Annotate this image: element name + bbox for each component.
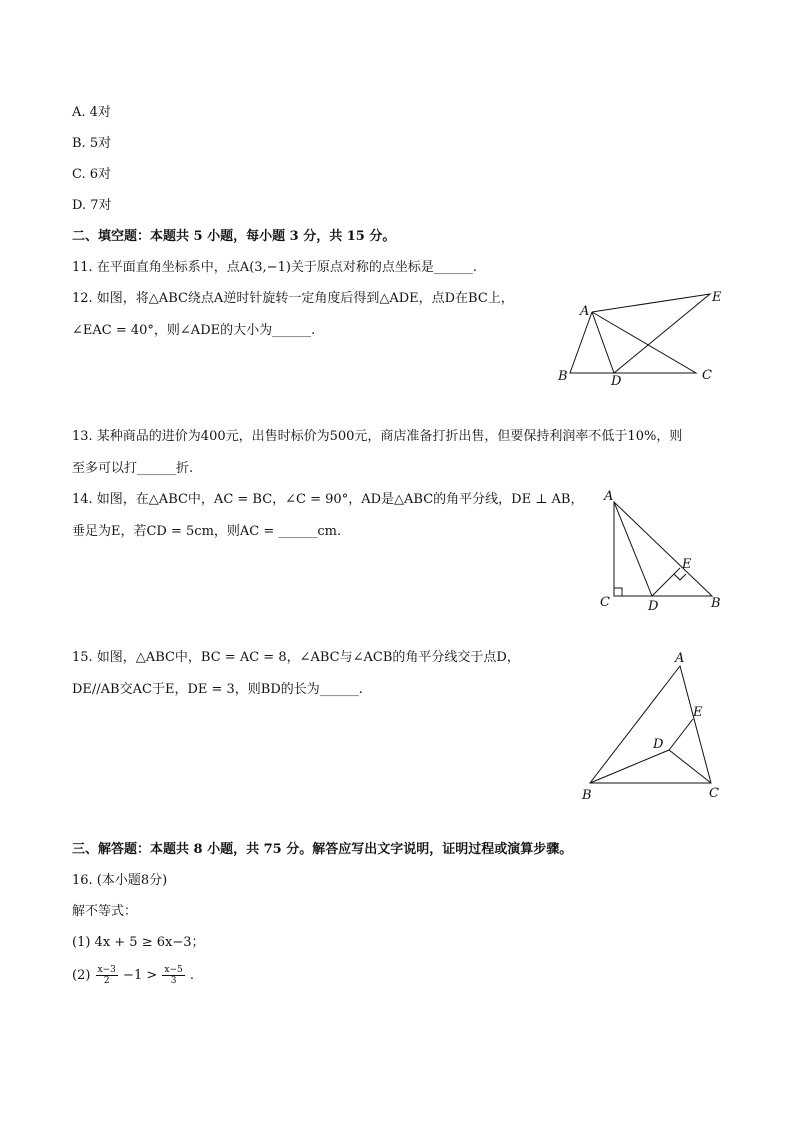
q16-part-2-end: . — [189, 968, 195, 983]
question-14-line-2: 垂足为E，若CD = 5cm，则AC = ______cm. — [72, 524, 342, 539]
question-13-line-1: 13. 某种商品的进价为400元，出售时标价为500元，商店准备打折出售，但要保持利润率不低于10%，则 — [72, 429, 683, 444]
question-15-line-1: 15. 如图，△ABC中，BC = AC = 8，∠ABC与∠ACB的角平分线交于点D， — [72, 650, 520, 665]
fig12-label-e: E — [712, 290, 722, 305]
question-16-part-2 — [72, 965, 194, 986]
fraction-2-numerator: x−5 — [164, 965, 183, 975]
fraction-1-numerator: x−3 — [97, 965, 116, 975]
section-2-heading: 二、填空题：本题共 5 小题，每小题 3 分，共 15 分。 — [72, 229, 396, 244]
fig12-label-c: C — [702, 368, 712, 383]
fig14-label-c: C — [600, 595, 610, 610]
section-3-heading: 三、解答题：本题共 8 小题，共 75 分。解答应写出文字说明，证明过程或演算步骤。 — [72, 842, 573, 857]
question-11: 11. 在平面直角坐标系中，点A(3,−1)关于原点对称的点坐标是______. — [72, 260, 478, 275]
fig12-label-b: B — [558, 369, 568, 384]
option-b: B. 5对 — [72, 136, 112, 151]
fig15-label-d: D — [653, 737, 664, 752]
figure-q15 — [572, 648, 730, 806]
fig12-label-a: A — [580, 304, 590, 319]
option-a: A. 4对 — [72, 105, 111, 120]
fig15-label-b: B — [582, 788, 592, 803]
fig14-label-d: D — [648, 599, 659, 613]
figure-q14 — [596, 488, 726, 613]
q16-part-2-middle: −1 > — [123, 968, 158, 983]
fraction-2 — [162, 965, 184, 986]
fig14-label-a: A — [604, 489, 614, 504]
fig15-label-c: C — [709, 786, 719, 801]
fig15-label-e: E — [693, 705, 703, 720]
question-14-line-1: 14. 如图，在△ABC中，AC = BC，∠C = 90°，AD是△ABC的角平分线，DE ⊥ AB， — [72, 492, 584, 507]
figure-q12 — [552, 286, 732, 386]
question-13-line-2: 至多可以打______折. — [72, 461, 194, 476]
fig15-label-a: A — [675, 651, 685, 666]
fig12-label-d: D — [611, 374, 622, 386]
question-12-line-1: 12. 如图，将△ABC绕点A逆时针旋转一定角度后得到△ADE，点D在BC上， — [72, 291, 514, 306]
fig14-label-b: B — [711, 596, 721, 611]
option-c: C. 6对 — [72, 167, 112, 182]
fraction-1-denominator: 2 — [103, 976, 110, 986]
fig14-label-e: E — [682, 557, 692, 572]
question-12-line-2: ∠EAC = 40°，则∠ADE的大小为______. — [72, 323, 316, 338]
question-15-line-2: DE//AB交AC于E，DE = 3，则BD的长为______. — [72, 682, 363, 697]
option-d: D. 7对 — [72, 198, 112, 213]
fraction-1 — [96, 965, 118, 986]
q16-part-2-prefix: (2) — [72, 968, 91, 983]
fraction-2-denominator: 3 — [170, 976, 177, 986]
question-16-title: 16. (本小题8分) — [72, 873, 168, 888]
question-16-part-1: (1) 4x + 5 ≥ 6x−3； — [72, 935, 205, 950]
question-16-prompt: 解不等式： — [72, 904, 138, 919]
